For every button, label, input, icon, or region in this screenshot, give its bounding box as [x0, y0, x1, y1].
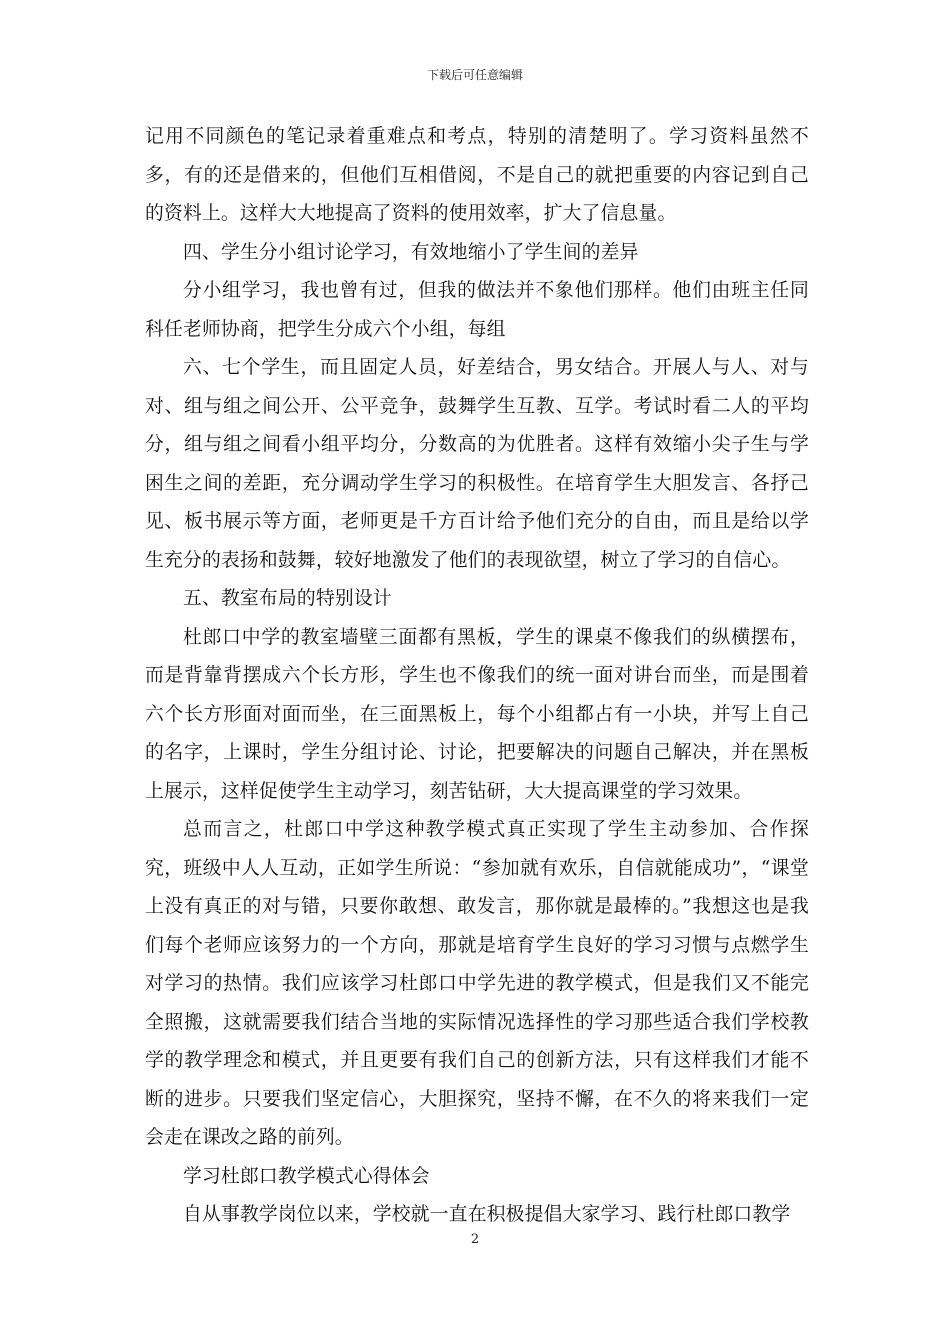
document-body: [145, 118, 809, 1235]
article-title-second: 学习杜郎口教学模式心得体会: [183, 1165, 430, 1187]
page-header: 下载后可任意编辑: [426, 68, 523, 82]
page-number: 2: [470, 1232, 480, 1247]
paragraph-group-competition: 六、七个学生，而且固定人员，好差结合，男女结合。开展人与人、对与对、组与组之间公开、公平竞争，鼓舞学生互教、互学。考试时看二人的平均分，组与组之间看小组平均分，分数高的为优胜者。这样有效缩小尖子生与学困生之间的差距，充分调动学生学习的积极性。在培育学生大胆发言、各抒己见、板书展示等方面，老师更是千方百计给予他们充分的自由，而且是给以学生充分的表扬和鼓舞，较好地激发了他们的表现欲望，树立了学习的自信心。: [145, 357, 809, 571]
paragraph-group-learning: 分小组学习，我也曾有过，但我的做法并不象他们那样。他们由班主任同科任老师协商，把学生分成六个小组，每组: [145, 280, 809, 340]
paragraph-intro-second: 自从事教学岗位以来，学校就一直在积极提倡大家学习、践行杜郎口教学: [183, 1204, 791, 1225]
section-heading-classroom-layout: 五、教室布局的特别设计: [183, 588, 392, 609]
paragraph-resource-notes: 记用不同颜色的笔记录着重难点和考点，特别的清楚明了。学习资料虽然不多，有的还是借来的，但他们互相借阅，不是自己的就把重要的内容记到自己的资料上。这样大大地提高了资料的使用效率，扩大了信息量。: [145, 126, 809, 224]
paragraph-classroom-layout: 杜郎口中学的教室墙壁三面都有黑板，学生的课桌不像我们的纵横摆布，而是背靠背摆成六个长方形，学生也不像我们的统一面对讲台而坐，而是围着六个长方形面对面而坐，在三面黑板上，每个小组都占有一小块，并写上自己的名字，上课时，学生分组讨论、讨论，把要解决的问题自己解决，并在黑板上展示，这样促使学生主动学习，刻苦钻研，大大提高课堂的学习效果。: [145, 626, 809, 802]
paragraph-conclusion: 总而言之，杜郎口中学这种教学模式真正实现了学生主动参加、合作探究，班级中人人互动，正如学生所说：“参加就有欢乐，自信就能成功”，“课堂上没有真正的对与错，只要你敢想、敢发言，那你就是最棒的。”我想这也是我们每个老师应该努力的一个方向，那就是培育学生良好的学习习惯与点燃学生对学习的热情。我们应该学习杜郎口中学先进的教学模式，但是我们又不能完全照搬，这就需要我们结合当地的实际情况选择性的学习那些适合我们学校教学的教学理念和模式，并且更要有我们自己的创新方法，只有这样我们才能不断的进步。只要我们坚定信心，大胆探究，坚持不懈，在不久的将来我们一定会走在课改之路的前列。: [145, 819, 809, 1148]
section-heading-group-discussion: 四、学生分小组讨论学习，有效地缩小了学生间的差异: [183, 241, 639, 263]
